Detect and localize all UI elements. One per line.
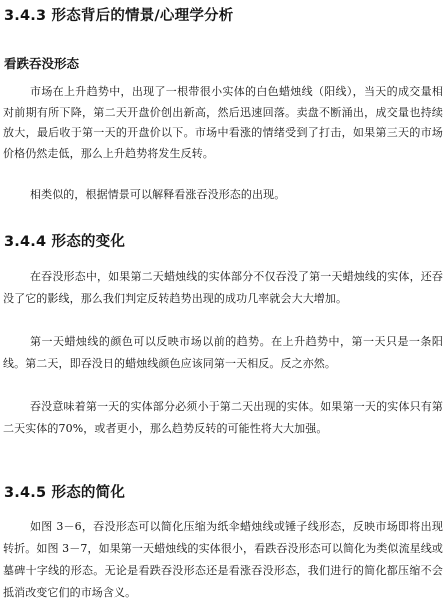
- paragraph-343-2: 相类似的，根据情景可以解释看涨吞没形态的出现。: [30, 188, 286, 201]
- section-heading-3-4-5: 3.4.5 形态的简化: [4, 485, 126, 501]
- paragraph-345-1: 如图 3－6，吞没形态可以简化压缩为纸伞蜡烛线或锤子线形态，反映市场即将出现转折。如图 3－7，如果第一天蜡烛线的实体很小，看跌吞没形态可以简化为类似流星线或墓碑十字线的形态。无论是看跌吞没形态还是看涨吞没形态，我们进行的简化都压缩不会抵消改变它们的市场含义。: [3, 520, 443, 599]
- section-heading-3-4-3: 3.4.3 形态背后的情景/心理学分析: [4, 8, 234, 24]
- section-heading-3-4-4: 3.4.4 形态的变化: [4, 234, 126, 250]
- paragraph-344-2: 第一天蜡烛线的颜色可以反映市场以前的趋势。在上升趋势中，第一天只是一条阳线。第二天，即吞没日的蜡烛线颜色应该同第一天相反。反之亦然。: [3, 335, 443, 370]
- paragraph-344-3: 吞没意味着第一天的实体部分必须小于第二天出现的实体。如果第一天的实体只有第二天实体的70%，或者更小，那么趋势反转的可能性将大大加强。: [3, 400, 443, 435]
- subheading-bearish-engulfing: 看跌吞没形态: [4, 56, 80, 71]
- paragraph-344-1: 在吞没形态中，如果第二天蜡烛线的实体部分不仅吞没了第一天蜡烛线的实体，还吞没了它的影线，那么我们判定反转趋势出现的成功几率就会大大增加。: [3, 270, 443, 305]
- paragraph-343-1: 市场在上升趋势中，出现了一根带很小实体的白色蜡烛线（阳线），当天的成交量相对前期有所下降，第二天开盘价创出新高，然后迅速回落。卖盘不断涌出，成交量也持续放大，最后收于第一天的开盘价以下。市场中看涨的情绪受到了打击，如果第三天的市场价格仍然走低，那么上升趋势将发生反转。: [3, 85, 443, 160]
